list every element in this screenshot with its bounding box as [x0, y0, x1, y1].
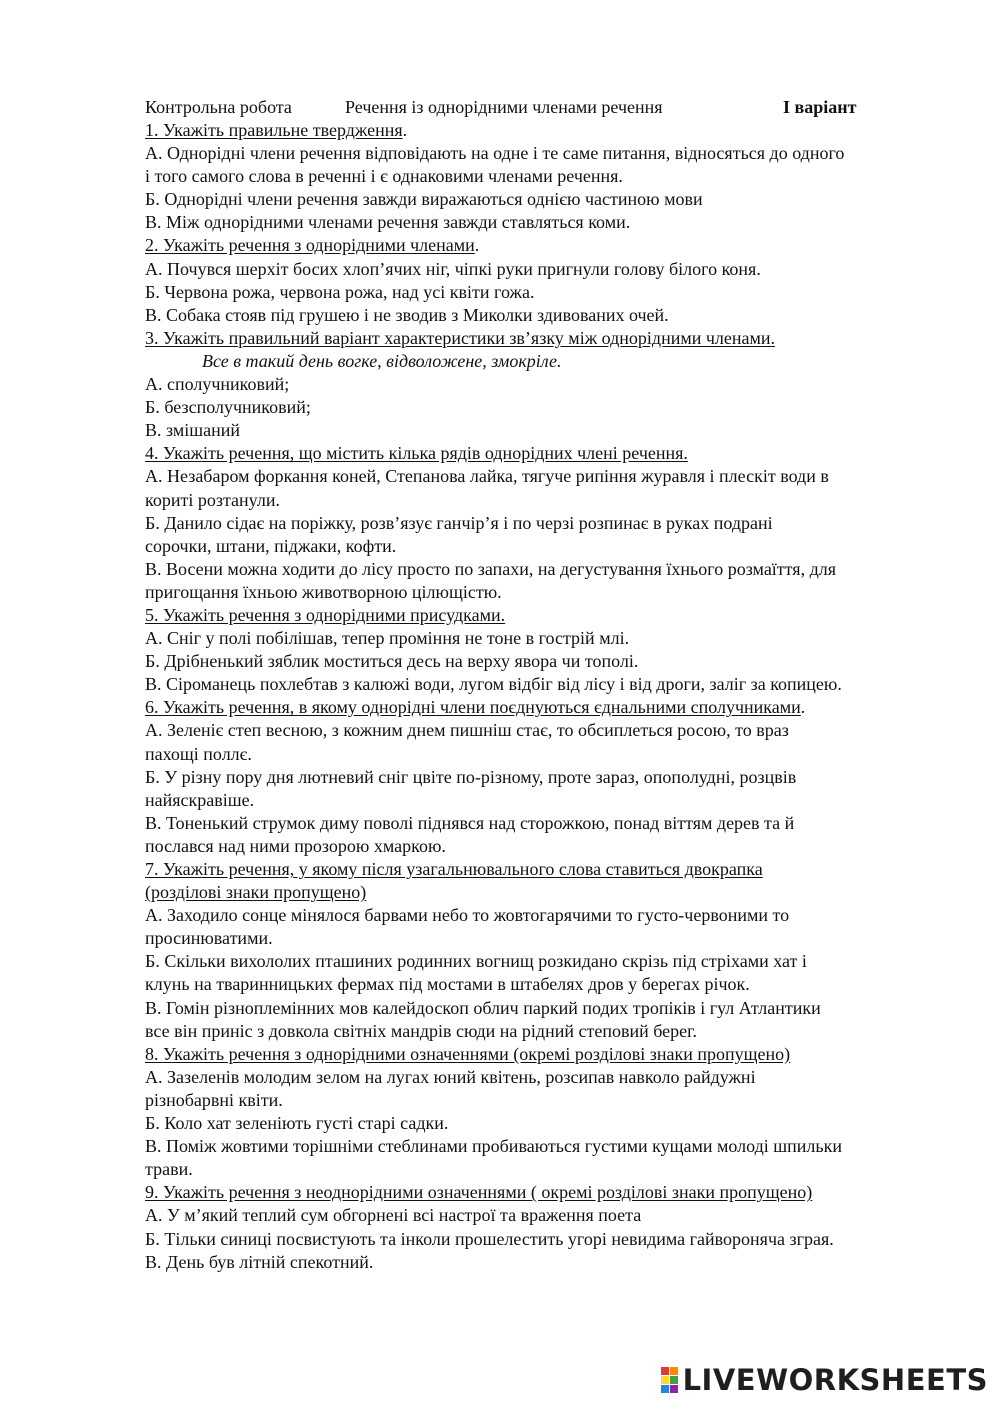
- question-tail: .: [402, 120, 408, 140]
- answer-line: В. Собака стояв під грушею і не зводив з Миколки здивованих очей.: [145, 304, 669, 325]
- example-sentence: Все в такий день вогке, відволожене, змокріле.: [202, 350, 562, 371]
- answer-line: просинюватими.: [145, 928, 273, 949]
- answer-line: послався над ними прозорою хмаркою.: [145, 835, 446, 856]
- question-heading: [145, 327, 935, 350]
- answer-line: А. Заходило сонце мінялося барвами небо то жовтогарячими то густо-червоними то: [145, 905, 790, 926]
- answer-line: В. Сіроманець похлебтав з калюжі води, лугом відбіг від лісу і від дроги, заліг за копицею.: [145, 674, 842, 695]
- answer-line: Б. Дрібненький зяблик моститься десь на верху явора чи тополі.: [145, 651, 639, 672]
- logo-block: [661, 1385, 669, 1393]
- answer-line: пригощання їхньою животворною цілющістю.: [145, 581, 502, 602]
- question-text: 4. Укажіть речення, що містить кілька рядів однорідних члені речення.: [145, 443, 688, 464]
- liveworksheets-logo: [661, 1363, 988, 1397]
- question-heading: [145, 858, 935, 881]
- logo-block: [670, 1376, 678, 1384]
- answer-line: А. Зеленіє степ весною, з кожним днем пишніш стає, то обсиплеться росою, то враз: [145, 720, 789, 741]
- logo-block: [670, 1367, 678, 1375]
- answer-line: Б. Коло хат зеленіють густі старі садки.: [145, 1113, 449, 1134]
- question-heading: [145, 442, 935, 465]
- answer-line: Б. безсполучниковий;: [145, 397, 311, 418]
- answer-line: А. Зазеленів молодим зелом на лугах юний квітень, розсипав навколо райдужні: [145, 1066, 756, 1087]
- question-heading: [145, 881, 935, 904]
- answer-line: Б. У різну пору дня лютневий сніг цвіте по-різному, проте зараз, опополудні, розцвів: [145, 766, 797, 787]
- answer-line: В. Між однорідними членами речення завжди ставляться коми.: [145, 212, 631, 233]
- answer-line: Б. Тільки синиці посвистують та інколи прошелестить угорі невидима гайвороняча зграя.: [145, 1228, 834, 1249]
- answer-line: В. Восени можна ходити до лісу просто по запахи, на дегустування їхнього розмаїття, для: [145, 558, 837, 579]
- logo-block: [661, 1376, 669, 1384]
- question-text: 2. Укажіть речення з однорідними членами: [145, 235, 475, 256]
- answer-line: А. сполучниковий;: [145, 374, 290, 395]
- answer-line: А. Сніг у полі побілішав, тепер проміння не тоне в гострій млі.: [145, 628, 630, 649]
- question-heading: [145, 119, 935, 142]
- question-heading: [145, 696, 935, 719]
- answer-line: В. змішаний: [145, 420, 241, 441]
- answer-line: Б. Червона рожа, червона рожа, над усі квіти гожа.: [145, 281, 535, 302]
- answer-line: Б. Скільки вихололих пташиних родинних вогнищ розкидано скрізь під стріхами хат і: [145, 951, 807, 972]
- question-heading: [145, 1043, 935, 1066]
- logo-blocks-icon: [661, 1367, 678, 1393]
- question-text: 7. Укажіть речення, у якому після узагальнювального слова ставиться двокрапка: [145, 859, 763, 879]
- logo-block: [670, 1385, 678, 1393]
- logo-text: LIVEWORKSHEETS: [682, 1363, 988, 1397]
- answer-line: кориті розтанули.: [145, 489, 280, 510]
- question-text: 5. Укажіть речення з однорідними присудками.: [145, 604, 506, 625]
- answer-line: різнобарвні квіти.: [145, 1089, 283, 1110]
- question-text: 1. Укажіть правильне твердження: [145, 120, 403, 140]
- header-center: Речення із однорідними членами речення: [345, 97, 663, 117]
- answer-line: Б. Однорідні члени речення завжди виражаються однією частиною мови: [145, 189, 703, 210]
- question-text: 3. Укажіть правильний варіант характеристики зв’язку між однорідними членами.: [145, 327, 776, 348]
- question-heading: [145, 604, 935, 627]
- header-variant: І варіант: [783, 97, 857, 117]
- answer-line: А. У м’який теплий сум обгорнені всі настрої та враження поета: [145, 1205, 642, 1226]
- question-text: (розділові знаки пропущено): [145, 882, 367, 903]
- answer-line: А. Незабаром форкання коней, Степанова лайка, тягуче рипіння журавля і плескіт води в: [145, 466, 829, 487]
- worksheet: [145, 96, 935, 1274]
- logo-block: [661, 1367, 669, 1375]
- answer-line: сорочки, штани, піджаки, кофти.: [145, 535, 397, 556]
- worksheet-header: [145, 96, 935, 119]
- answer-line: В. Поміж жовтими торішніми стеблинами пробиваються густими кущами молоді шпильки: [145, 1136, 842, 1157]
- question-heading: [145, 1181, 935, 1204]
- question-text: 9. Укажіть речення з неоднорідними означеннями ( окремі розділові знаки пропущено): [145, 1182, 813, 1203]
- header-left: Контрольна робота: [145, 97, 292, 117]
- answer-line: В. День був літній спекотний.: [145, 1251, 374, 1272]
- question-tail: .: [800, 697, 806, 718]
- answer-line: трави.: [145, 1159, 193, 1180]
- question-text: 6. Укажіть речення, в якому однорідні члени поєднуються єднальними сполучниками: [145, 697, 801, 718]
- question-tail: .: [474, 235, 480, 256]
- answer-line: пахощі поллє.: [145, 743, 252, 764]
- question-text: 8. Укажіть речення з однорідними означеннями (окремі розділові знаки пропущено): [145, 1043, 791, 1064]
- answer-line: найяскравіше.: [145, 789, 255, 810]
- answer-line: В. Гомін різноплемінних мов калейдоскоп облич паркий подих тропіків і гул Атлантики: [145, 997, 821, 1018]
- answer-line: А. Почувся шерхіт босих хлоп’ячих ніг, чіпкі руки пригнули голову білого коня.: [145, 258, 761, 279]
- worksheet-body: [145, 119, 935, 1274]
- answer-line: клунь на тваринницьких фермах під мостами в штабелях дров у берегах річок.: [145, 974, 750, 995]
- question-heading: [145, 234, 935, 257]
- answer-line: все він приніс з довкола світніх мандрів сюди на рідний степовий берег.: [145, 1020, 697, 1041]
- answer-line: Б. Данило сідає на поріжку, розв’язує ганчір’я і по черзі розпинає в руках подрані: [145, 512, 773, 533]
- answer-line: А. Однорідні члени речення відповідають на одне і те саме питання, відносяться до одного: [145, 143, 845, 164]
- answer-line: В. Тоненький струмок диму поволі піднявся над сторожкою, понад віттям дерев та й: [145, 812, 795, 833]
- answer-line: і того самого слова в реченні і є однаковими членами речення.: [145, 166, 623, 187]
